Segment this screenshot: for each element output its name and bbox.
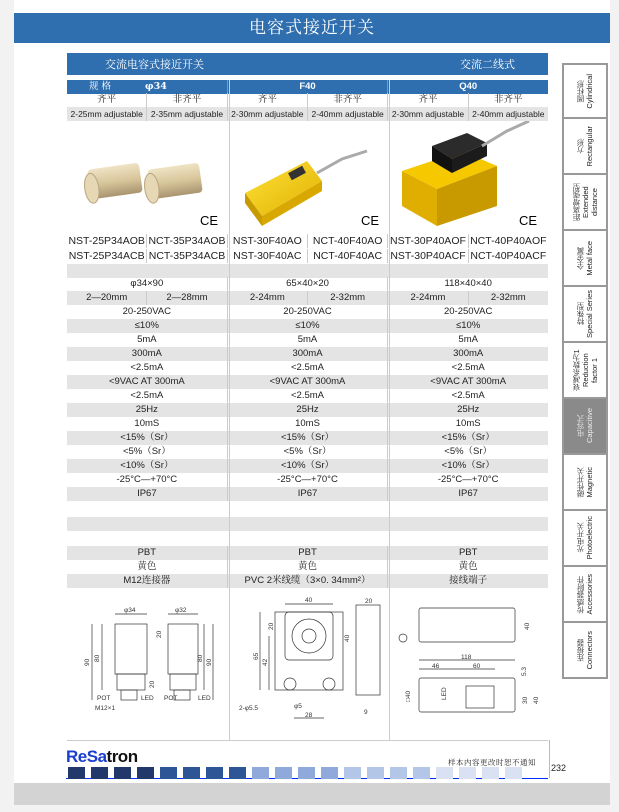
tab-label-zh: 圆柱形	[576, 79, 585, 103]
range-row-cell: 2—28mm	[147, 291, 227, 305]
spec-col2: F40	[228, 80, 389, 94]
tab-label	[576, 74, 594, 109]
tab-label-zh: 全金属	[576, 246, 585, 270]
tab-label-en: Cylindrical	[585, 73, 594, 109]
tab-cylindrical[interactable]	[562, 63, 608, 119]
connection-row-cell: 接线端子	[449, 575, 488, 586]
spec-col3: Q40	[459, 81, 478, 92]
range-row-cell: 2-32mm	[308, 291, 388, 305]
color-square	[114, 767, 131, 779]
mount-row-cell: 非齐平	[147, 93, 227, 107]
connection-row	[67, 574, 548, 588]
spec-value-row	[67, 319, 548, 333]
tab-label	[576, 241, 594, 276]
page-title: 电容式接近开关	[14, 13, 610, 43]
tab-label-zh: 距离增强型	[571, 183, 581, 221]
spec-value-row-cell: ≤10%	[67, 319, 228, 333]
mount-row-cell: 齐平	[388, 93, 468, 107]
svg-text:φ32: φ32	[175, 607, 187, 614]
adjust-row-cell: 2-40mm adjustable	[308, 107, 388, 121]
drawing-rectangular	[239, 597, 380, 719]
spec-col1: φ34	[145, 81, 167, 92]
dimensions-row-cell: 118×40×40	[444, 278, 492, 289]
spec-value-row-cell: 20-250VAC	[228, 305, 389, 319]
model-row-cell: NCT-40P40AOF	[470, 235, 547, 247]
tab-metal-face[interactable]	[562, 231, 608, 287]
spec-value-row-cell: 5mA	[67, 333, 228, 347]
spec-value-row-cell: ≤10%	[456, 320, 481, 331]
svg-text:LED: LED	[141, 695, 154, 702]
model-row-cell: NCT-35P34ACB	[147, 249, 227, 263]
spec-value-row-cell: 300mA	[453, 348, 484, 359]
tab-accessories[interactable]	[562, 567, 608, 623]
spec-value-row-cell: <5%（Sr）	[444, 446, 493, 457]
model-row-cell: NCT-40P40ACF	[470, 250, 547, 262]
spec-value-row-cell: 20-250VAC	[443, 306, 493, 317]
spec-value-row-cell: <2.5mA	[451, 362, 485, 373]
cylindrical-sensor-1	[83, 163, 143, 205]
svg-text:POT: POT	[97, 695, 111, 702]
color-square	[68, 767, 85, 779]
svg-text:46: 46	[432, 663, 440, 670]
adjust-row	[67, 107, 548, 121]
spec-label: 规 格	[89, 81, 112, 92]
spec-value-row-cell: <9VAC AT 300mA	[67, 375, 228, 389]
spec-value-row-cell: <5%（Sr）	[228, 445, 389, 459]
spec-value-row-cell: <10%（Sr）	[228, 459, 389, 473]
svg-text:M12×1: M12×1	[95, 705, 116, 712]
spec-value-row	[67, 431, 548, 445]
product-images	[67, 121, 548, 231]
tab-label	[576, 467, 594, 497]
tab-label-zh: 传感器附件	[576, 575, 585, 613]
svg-text:40: 40	[344, 634, 351, 642]
model-row-cell: NCT-40F40AC	[308, 249, 388, 263]
ce-mark-1: CE	[200, 213, 219, 228]
tab-photoelectric[interactable]	[562, 511, 608, 567]
spec-value-row-cell: 25Hz	[228, 403, 389, 417]
spec-value-row-cell: IP67	[458, 488, 478, 499]
spec-value-row	[67, 473, 548, 487]
tab-label	[576, 290, 594, 338]
tab-label-zh: 特殊型	[576, 302, 585, 326]
dimension-drawings	[67, 590, 548, 740]
spec-value-row	[67, 417, 548, 431]
tab-reduction-factor-1[interactable]	[562, 343, 608, 399]
color-square	[160, 767, 177, 779]
tab-label-en: Accessories	[585, 573, 594, 615]
color-square	[367, 767, 384, 779]
material-row	[67, 546, 548, 560]
color-square	[183, 767, 200, 779]
color-square	[482, 767, 499, 779]
section-header	[67, 53, 548, 75]
tab-label-zh: 衰减系数为1	[571, 349, 581, 391]
spec-value-row	[67, 375, 548, 389]
svg-text:5.3: 5.3	[521, 666, 528, 676]
dimensions-row-cell: 65×40×20	[228, 277, 389, 291]
tab-capacitive[interactable]	[562, 399, 608, 455]
mount-row-cell: 齐平	[67, 93, 147, 107]
tab-label-en: Rectangular	[585, 125, 594, 167]
spec-value-row-cell: -25°C—+70°C	[437, 474, 499, 485]
tab-label-en: Extended distance	[580, 186, 599, 218]
range-row-cell: 2-24mm	[228, 291, 308, 305]
spec-value-row-cell: 10mS	[67, 417, 228, 431]
ce-mark-3: CE	[519, 213, 538, 228]
footer-note: 样本内容更改时恕不通知	[448, 758, 536, 767]
svg-text:60: 60	[473, 663, 481, 670]
color-square	[413, 767, 430, 779]
model-row-cell: NST-30F40AO	[228, 234, 308, 248]
color-square	[275, 767, 292, 779]
adjust-row-cell: 2-35mm adjustable	[147, 107, 227, 121]
color-strip	[66, 767, 548, 779]
mount-row-cell: 非齐平	[308, 93, 388, 107]
tab-label-en: Reduction factor 1	[580, 353, 599, 387]
color-square	[344, 767, 361, 779]
spec-value-row	[67, 305, 548, 319]
model-row-cell: NST-30P40AOF	[388, 234, 468, 248]
model-row-cell: NST-25P34ACB	[67, 249, 147, 263]
adjust-row-cell: 2-30mm adjustable	[228, 107, 308, 121]
color-square	[505, 767, 522, 779]
color-row-cell: 黄色	[228, 560, 389, 574]
tab-label-en: Capacitive	[585, 408, 594, 444]
rectangular-sensor	[245, 151, 367, 226]
spec-value-row-cell: 10mS	[455, 418, 481, 429]
cylindrical-sensor-2	[143, 163, 203, 205]
material-row-cell: PBT	[67, 546, 228, 560]
spec-value-row-cell: ≤10%	[228, 319, 389, 333]
blank-row	[67, 517, 548, 531]
spec-value-row-cell: <9VAC AT 300mA	[430, 376, 507, 387]
material-row-cell: PBT	[458, 547, 478, 558]
tab-label	[576, 631, 594, 669]
connection-row-cell: M12连接器	[67, 574, 228, 588]
tab-label-zh: 方形	[576, 138, 585, 154]
section-header-left: 交流电容式接近开关	[105, 58, 204, 71]
tab-label-en: Connectors	[585, 630, 594, 670]
spec-value-row-cell: IP67	[228, 487, 389, 501]
tab-label-en: Magnetic	[585, 466, 594, 498]
spec-value-row-cell: 25Hz	[67, 403, 228, 417]
svg-text:9: 9	[364, 709, 368, 716]
resatron-logo: ReSatron	[66, 747, 138, 766]
svg-text:LED: LED	[198, 695, 211, 702]
color-square	[390, 767, 407, 779]
tab-rectangular[interactable]	[562, 119, 608, 175]
tab-label-en: Photoelectric	[585, 516, 594, 560]
dimensions-row-cell: φ34×90	[67, 277, 228, 291]
blank-row	[67, 264, 548, 278]
material-row-cell: PBT	[228, 546, 389, 560]
spec-value-row-cell: <2.5mA	[67, 361, 228, 375]
tab-magnetic[interactable]	[562, 455, 608, 511]
spec-value-row-cell: <2.5mA	[228, 389, 389, 403]
tab-label	[572, 175, 599, 229]
color-square	[252, 767, 269, 779]
svg-text:80: 80	[94, 654, 101, 662]
svg-text:90: 90	[84, 658, 91, 666]
spec-value-row-cell: IP67	[67, 487, 228, 501]
color-square	[206, 767, 223, 779]
color-square	[229, 767, 246, 779]
tab-label	[576, 408, 594, 443]
tab-label	[572, 343, 599, 397]
svg-text:118: 118	[461, 654, 472, 661]
tab-connectors[interactable]	[562, 623, 608, 679]
color-square	[298, 767, 315, 779]
spec-value-row	[67, 361, 548, 375]
tab-label-en: Special Series	[585, 290, 594, 338]
spec-value-row	[67, 347, 548, 361]
svg-text:LED: LED	[441, 687, 448, 700]
section-header-right: 交流二线式	[460, 58, 515, 71]
spec-value-row-cell: 5mA	[228, 333, 389, 347]
spec-value-row-cell: <10%（Sr）	[441, 460, 495, 471]
spec-value-row	[67, 333, 548, 347]
ce-mark-2: CE	[361, 213, 380, 228]
mount-row	[67, 93, 548, 107]
model-row-cell: NCT-40F40AO	[308, 234, 388, 248]
category-tabs	[562, 63, 608, 679]
model-row	[67, 234, 548, 248]
page-number: 232	[551, 763, 567, 773]
spec-value-row-cell: 300mA	[228, 347, 389, 361]
svg-text:20: 20	[149, 680, 156, 688]
spec-value-row-cell: 25Hz	[457, 404, 480, 415]
svg-text:65: 65	[253, 652, 260, 660]
tab-extended-distance[interactable]	[562, 175, 608, 231]
spec-value-row-cell: <9VAC AT 300mA	[228, 375, 389, 389]
svg-text:30: 30	[522, 696, 529, 704]
svg-text:20: 20	[156, 630, 163, 638]
svg-text:2-φ5.5: 2-φ5.5	[239, 705, 259, 712]
spec-value-row	[67, 459, 548, 473]
model-row-cell: NST-30F40AC	[228, 249, 308, 263]
svg-text:40: 40	[305, 597, 313, 604]
dimensions-row	[67, 277, 548, 291]
mount-row-cell: 齐平	[228, 93, 308, 107]
product-photos	[67, 121, 548, 231]
spec-value-row-cell: 10mS	[228, 417, 389, 431]
color-row-cell: 黄色	[67, 560, 228, 574]
range-row	[67, 291, 548, 305]
spec-value-row	[67, 389, 548, 403]
model-row-cell: NCT-35P34AOB	[147, 234, 227, 248]
color-row	[67, 560, 548, 574]
blank-row	[67, 503, 548, 517]
range-row-cell: 2-32mm	[490, 292, 526, 303]
range-row-cell: 2-24mm	[388, 291, 468, 305]
color-square	[137, 767, 154, 779]
drawings-svg	[67, 590, 548, 740]
spec-value-row-cell: <2.5mA	[228, 361, 389, 375]
svg-text:□40: □40	[405, 690, 412, 702]
spec-value-row	[67, 445, 548, 459]
spec-value-row-cell: <15%（Sr）	[228, 431, 389, 445]
spec-value-row-cell: <15%（Sr）	[441, 432, 495, 443]
model-row	[67, 249, 548, 263]
spec-value-row-cell: -25°C—+70°C	[228, 473, 389, 487]
svg-text:80: 80	[197, 654, 204, 662]
spec-value-row-cell: 300mA	[67, 347, 228, 361]
color-square	[459, 767, 476, 779]
spec-value-row	[67, 403, 548, 417]
model-row-cell: NST-25P34AOB	[67, 234, 147, 248]
blank-row	[67, 531, 548, 545]
tab-label-zh: 磁性开关	[576, 467, 585, 497]
svg-text:90: 90	[206, 658, 213, 666]
drawing-cylindrical	[84, 607, 213, 712]
svg-text:φ34: φ34	[124, 607, 136, 614]
spec-value-row-cell: <10%（Sr）	[67, 459, 228, 473]
tab-label-en: Metal face	[585, 240, 594, 276]
terminal-box-sensor	[402, 121, 529, 226]
spec-value-row	[67, 487, 548, 501]
bottom-bar	[14, 783, 610, 805]
range-row-cell: 2—20mm	[67, 291, 147, 305]
spec-value-row-cell: 5mA	[458, 334, 478, 345]
tab-label-zh: 电容式	[576, 414, 585, 438]
svg-text:20: 20	[365, 598, 373, 605]
tab-label-zh: 连接器	[576, 638, 585, 662]
svg-text:φ5: φ5	[294, 703, 302, 710]
tab-label	[576, 574, 594, 614]
drawing-terminal-box	[399, 608, 540, 712]
spec-value-row-cell: <2.5mA	[451, 390, 485, 401]
spec-value-row-cell: -25°C—+70°C	[67, 473, 228, 487]
tab-label	[576, 126, 594, 166]
tab-label-zh: 光电开关	[576, 523, 585, 553]
mount-row-cell: 非齐平	[494, 94, 523, 105]
model-row-cell: NST-30P40ACF	[388, 249, 468, 263]
spec-value-row-cell: <15%（Sr）	[67, 431, 228, 445]
tab-label	[576, 516, 594, 559]
svg-text:20: 20	[268, 622, 275, 630]
svg-text:28: 28	[305, 712, 313, 719]
svg-text:40: 40	[524, 622, 531, 630]
svg-text:40: 40	[533, 696, 540, 704]
color-square	[436, 767, 453, 779]
color-square	[321, 767, 338, 779]
adjust-row-cell: 2-30mm adjustable	[388, 107, 468, 121]
spec-value-row-cell: 20-250VAC	[67, 305, 228, 319]
tab-special-series[interactable]	[562, 287, 608, 343]
svg-text:42: 42	[262, 658, 269, 666]
adjust-row-cell: 2-40mm adjustable	[472, 109, 545, 119]
spec-value-row-cell: <2.5mA	[67, 389, 228, 403]
color-square	[91, 767, 108, 779]
spec-row	[67, 80, 548, 94]
color-row-cell: 黄色	[458, 561, 478, 572]
svg-text:POT: POT	[164, 695, 178, 702]
connection-row-cell: PVC 2米线缆（3×0. 34mm²）	[228, 574, 389, 588]
spec-value-row-cell: <5%（Sr）	[67, 445, 228, 459]
adjust-row-cell: 2-25mm adjustable	[67, 107, 147, 121]
